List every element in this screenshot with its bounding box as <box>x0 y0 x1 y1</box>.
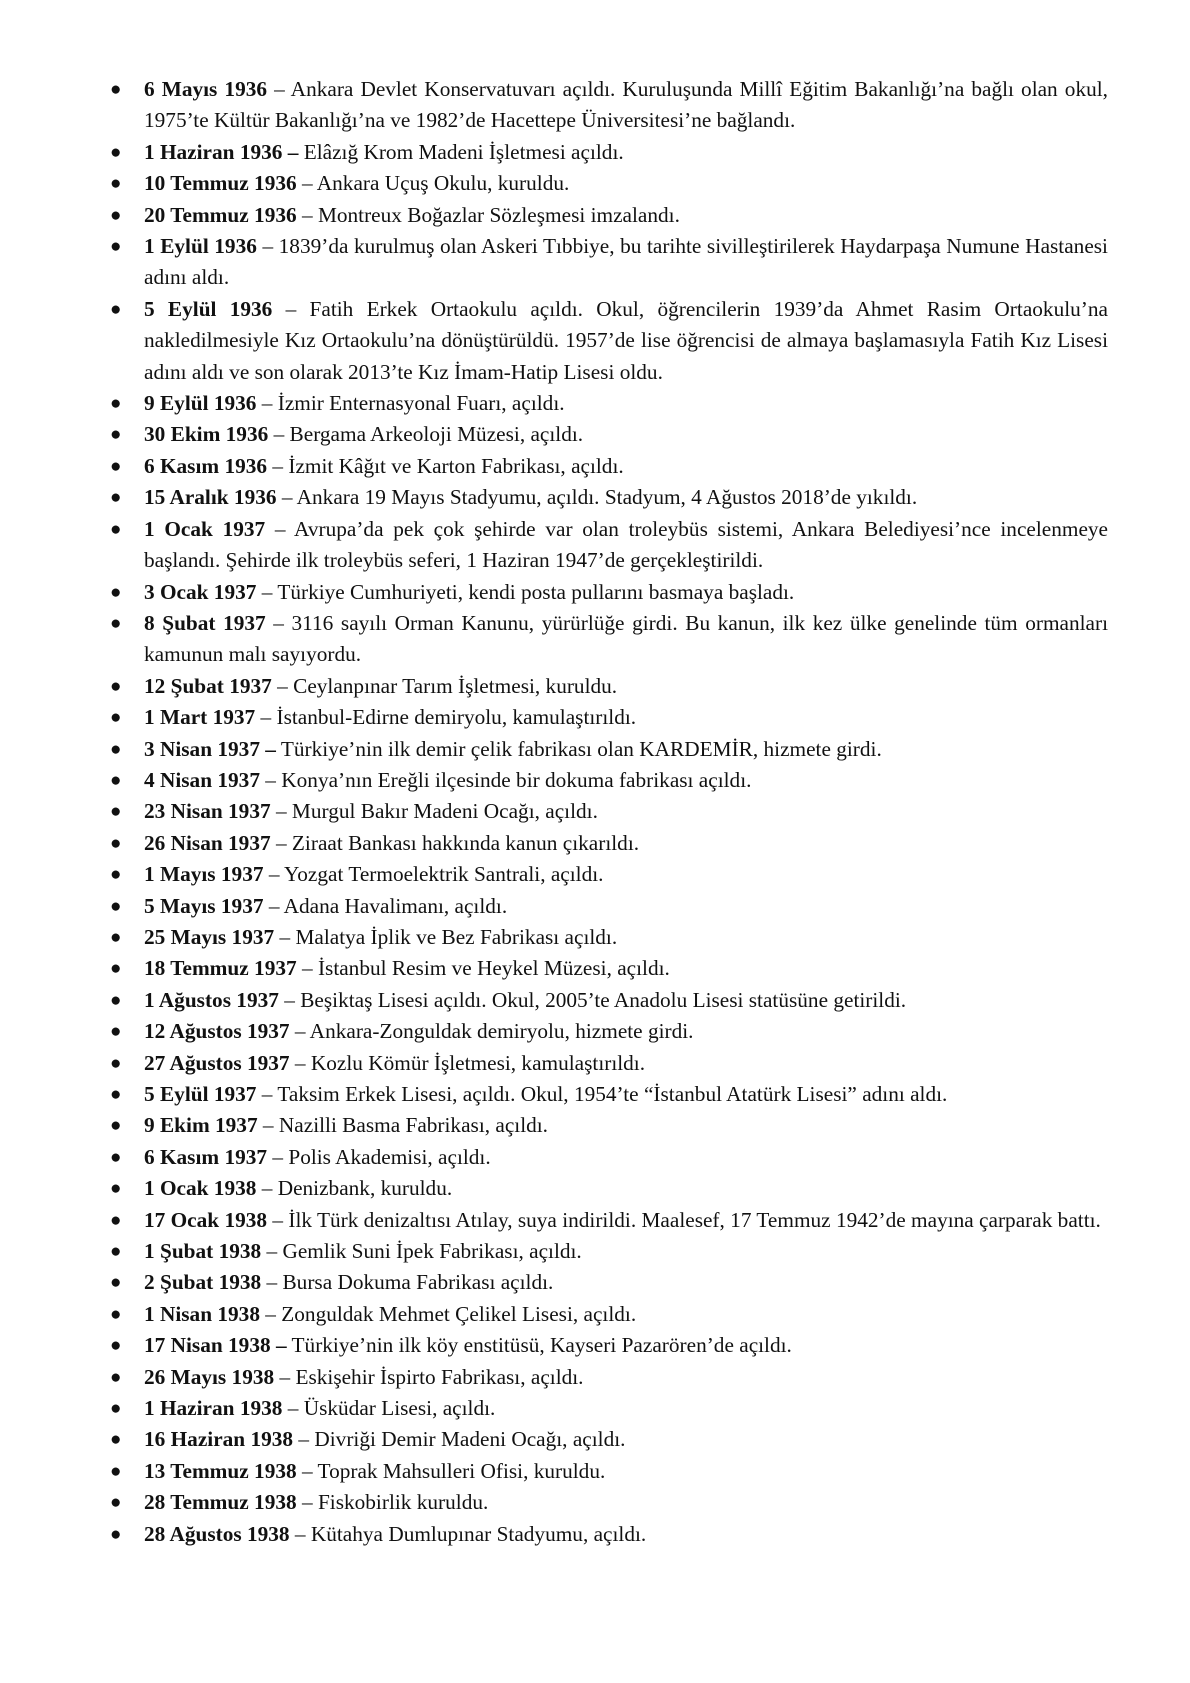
list-item <box>106 1236 1108 1267</box>
entry-text: – Beşiktaş Lisesi açıldı. Okul, 2005’te Anadolu Lisesi statüsüne getirildi. <box>278 987 907 1012</box>
list-item <box>106 294 1108 388</box>
entry-text: – Taksim Erkek Lisesi, açıldı. Okul, 1954’te “İstanbul Atatürk Lisesi” adını aldı. <box>256 1082 948 1106</box>
entry-date: 6 Kasım 1937 <box>144 1144 268 1169</box>
bullet-icon: ● <box>110 1398 122 1420</box>
bullet-icon: ● <box>110 895 122 917</box>
list-item <box>106 74 1108 137</box>
entry-date: 17 Nisan 1938 – <box>144 1333 287 1358</box>
entry-date: 5 Eylül 1936 <box>144 296 273 321</box>
entry-text: – Ankara Devlet Konservatuvarı açıldı. Kuruluşunda Millî Eğitim Bakanlığı’na bağlı olan okul, 1975’te Kültür Bakanlığı’na ve 1982’de Hacettepe Üniversitesi’ne bağlandı. <box>144 77 1108 133</box>
list-item <box>106 859 1108 890</box>
entry-date: 1 Mayıs 1937 <box>144 862 264 887</box>
bullet-icon: ● <box>110 236 122 258</box>
bullet-icon: ● <box>110 738 122 760</box>
entry-date: 4 Nisan 1937 <box>144 767 260 792</box>
list-item <box>106 1424 1108 1455</box>
list-item <box>106 608 1108 671</box>
entry-text: – Gemlik Suni İpek Fabrikası, açıldı. <box>261 1239 582 1264</box>
bullet-icon: ● <box>110 801 122 823</box>
entry-text: – Toprak Mahsulleri Ofisi, kuruldu. <box>296 1458 606 1483</box>
bullet-icon: ● <box>110 298 122 320</box>
entry-date: 2 Şubat 1938 <box>144 1270 262 1295</box>
entry-date: 1 Mart 1937 <box>144 705 256 730</box>
list-item <box>106 1362 1108 1393</box>
entry-date: 1 Ocak 1937 <box>144 516 266 541</box>
list-item <box>106 796 1108 827</box>
entry-date: 1 Eylül 1936 <box>144 234 257 259</box>
entry-text: – Malatya İplik ve Bez Fabrikası açıldı. <box>274 924 618 949</box>
bullet-icon: ● <box>110 1366 122 1388</box>
bullet-icon: ● <box>110 1084 122 1105</box>
entry-text: – Ankara 19 Mayıs Stadyumu, açıldı. Stadyum, 4 Ağustos 2018’de yıkıldı. <box>276 485 918 510</box>
entry-date: 15 Aralık 1936 <box>144 485 277 510</box>
list-item <box>106 1267 1108 1298</box>
entry-date: 12 Şubat 1937 <box>144 673 272 698</box>
entry-text: – Kozlu Kömür İşletmesi, kamulaştırıldı. <box>289 1050 646 1075</box>
list-item <box>106 137 1108 168</box>
list-item <box>106 1142 1108 1173</box>
list-item <box>106 1393 1108 1424</box>
bullet-icon: ● <box>110 926 122 948</box>
entry-date: 26 Mayıs 1938 <box>144 1364 275 1389</box>
entry-text: – Ankara Uçuş Okulu, kuruldu. <box>296 171 570 196</box>
entry-text: – İstanbul Resim ve Heykel Müzesi, açıldı. <box>296 956 670 981</box>
bullet-icon: ● <box>110 1178 122 1200</box>
entry-date: 1 Haziran 1936 – <box>144 139 299 164</box>
entry-text: – Konya’nın Ereğli ilçesinde bir dokuma fabrikası açıldı. <box>259 767 752 792</box>
entry-text: – Murgul Bakır Madeni Ocağı, açıldı. <box>270 799 598 824</box>
entry-date: 16 Haziran 1938 <box>144 1427 294 1452</box>
entry-date: 1 Ağustos 1937 <box>144 987 279 1012</box>
list-item <box>106 451 1108 482</box>
list-item <box>106 671 1108 702</box>
entry-text: – Eskişehir İspirto Fabrikası, açıldı. <box>274 1364 584 1389</box>
entry-date: 28 Ağustos 1938 <box>144 1521 290 1546</box>
list-item <box>106 1205 1108 1236</box>
entry-text: – Montreux Boğazlar Sözleşmesi imzalandı. <box>296 202 680 227</box>
entry-text: – Nazilli Basma Fabrikası, açıldı. <box>257 1113 549 1138</box>
list-item <box>106 1456 1108 1487</box>
entry-date: 1 Ocak 1938 <box>144 1176 257 1201</box>
bullet-icon: ● <box>110 958 122 980</box>
entry-text: – Ziraat Bankası hakkında kanun çıkarıldı. <box>270 830 640 855</box>
entry-text: – İlk Türk denizaltısı Atılay, suya indirildi. Maalesef, 17 Temmuz 1942’de mayına çarparak battı. <box>267 1207 1101 1232</box>
bullet-icon: ● <box>110 675 122 697</box>
entry-date: 30 Ekim 1936 <box>144 422 269 447</box>
entry-text: – Fatih Erkek Ortaokulu açıldı. Okul, öğrencilerin 1939’da Ahmet Rasim Ortaokulu’na nakledilmesiyle Kız Ortaokulu’na dönüştürüldü. 1957’de lise öğrencisi de almaya başlamasıyla Fatih Kız Lisesi adını aldı ve son olarak 2013’te Kız İmam-Hatip Lisesi oldu. <box>144 296 1108 384</box>
entry-date: 17 Ocak 1938 <box>144 1207 268 1232</box>
entry-text: – Bursa Dokuma Fabrikası açıldı. <box>261 1270 554 1295</box>
bullet-icon: ● <box>110 518 122 540</box>
timeline-list <box>106 74 1108 1550</box>
bullet-icon: ● <box>110 487 122 509</box>
entry-date: 1 Haziran 1938 <box>144 1396 283 1421</box>
list-item <box>106 1330 1108 1361</box>
entry-text: – Yozgat Termoelektrik Santrali, açıldı. <box>263 862 604 887</box>
bullet-icon: ● <box>110 1303 122 1325</box>
bullet-icon: ● <box>110 707 122 729</box>
entry-text: – Adana Havalimanı, açıldı. <box>263 893 508 918</box>
entry-text: Elâzığ Krom Madeni İşletmesi açıldı. <box>298 139 624 164</box>
entry-text: – Ceylanpınar Tarım İşletmesi, kuruldu. <box>271 673 618 698</box>
list-item <box>106 891 1108 922</box>
entry-text: – 1839’da kurulmuş olan Askeri Tıbbiye, bu tarihte sivilleştirilerek Haydarpaşa Numune Hastanesi adını aldı. <box>144 234 1108 290</box>
bullet-icon: ● <box>110 612 122 634</box>
bullet-icon: ● <box>110 1429 122 1451</box>
bullet-icon: ● <box>110 1272 122 1294</box>
entry-text: – İzmir Enternasyonal Fuarı, açıldı. <box>256 391 565 416</box>
entry-date: 9 Ekim 1937 <box>144 1113 258 1138</box>
entry-text: Türkiye’nin ilk köy enstitüsü, Kayseri Pazarören’de açıldı. <box>286 1333 792 1358</box>
entry-date: 25 Mayıs 1937 <box>144 924 275 949</box>
bullet-icon: ● <box>110 1021 122 1043</box>
list-item <box>106 828 1108 859</box>
bullet-icon: ● <box>110 1460 122 1482</box>
entry-date: 6 Mayıs 1936 <box>144 77 268 101</box>
entry-date: 1 Nisan 1938 <box>144 1301 260 1326</box>
entry-date: 27 Ağustos 1937 <box>144 1050 290 1075</box>
bullet-icon: ● <box>110 1523 122 1545</box>
entry-date: 26 Nisan 1937 <box>144 830 271 855</box>
entry-text: – Divriği Demir Madeni Ocağı, açıldı. <box>293 1427 626 1452</box>
entry-text: – Fiskobirlik kuruldu. <box>296 1490 489 1515</box>
list-item <box>106 1299 1108 1330</box>
list-item <box>106 1519 1108 1550</box>
list-item <box>106 482 1108 513</box>
bullet-icon: ● <box>110 1052 122 1074</box>
list-item <box>106 168 1108 199</box>
list-item <box>106 231 1108 294</box>
entry-date: 5 Mayıs 1937 <box>144 893 264 918</box>
entry-date: 9 Eylül 1936 <box>144 391 257 416</box>
entry-text: – Kütahya Dumlupınar Stadyumu, açıldı. <box>289 1521 647 1546</box>
list-item <box>106 1016 1108 1047</box>
bullet-icon: ● <box>110 581 122 603</box>
bullet-icon: ● <box>110 1241 122 1263</box>
entry-date: 8 Şubat 1937 <box>144 610 266 635</box>
entry-text: – Zonguldak Mehmet Çelikel Lisesi, açıldı. <box>259 1301 637 1326</box>
entry-date: 12 Ağustos 1937 <box>144 1019 290 1044</box>
bullet-icon: ● <box>110 1209 122 1231</box>
entry-date: 1 Şubat 1938 <box>144 1239 262 1264</box>
list-item <box>106 200 1108 231</box>
entry-text: – İstanbul-Edirne demiryolu, kamulaştırıldı. <box>255 705 637 730</box>
bullet-icon: ● <box>110 1492 122 1514</box>
entry-text: – İzmit Kâğıt ve Karton Fabrikası, açıldı. <box>267 453 624 478</box>
entry-text: – 3116 sayılı Orman Kanunu, yürürlüğe girdi. Bu kanun, ilk kez ülke genelinde tüm ormanları kamunun malı sayıyordu. <box>144 610 1108 667</box>
bullet-icon: ● <box>110 393 122 415</box>
list-item <box>106 1079 1108 1110</box>
bullet-icon: ● <box>110 864 122 886</box>
bullet-icon: ● <box>110 989 122 1011</box>
entry-date: 10 Temmuz 1936 <box>144 171 297 196</box>
bullet-icon: ● <box>110 1335 122 1357</box>
entry-text: Türkiye’nin ilk demir çelik fabrikası olan KARDEMİR, hizmete girdi. <box>275 736 882 761</box>
bullet-icon: ● <box>110 832 122 854</box>
list-item <box>106 734 1108 765</box>
list-item <box>106 1048 1108 1079</box>
bullet-icon: ● <box>110 79 122 100</box>
list-item <box>106 985 1108 1016</box>
entry-date: 5 Eylül 1937 <box>144 1082 257 1106</box>
entry-text: – Denizbank, kuruldu. <box>256 1176 453 1201</box>
list-item <box>106 1487 1108 1518</box>
bullet-icon: ● <box>110 204 122 226</box>
entry-text: – Üsküdar Lisesi, açıldı. <box>282 1396 496 1421</box>
entry-text: – Polis Akademisi, açıldı. <box>267 1144 491 1169</box>
list-item <box>106 388 1108 419</box>
bullet-icon: ● <box>110 769 122 791</box>
bullet-icon: ● <box>110 1115 122 1137</box>
list-item <box>106 577 1108 608</box>
bullet-icon: ● <box>110 173 122 195</box>
list-item <box>106 702 1108 733</box>
entry-date: 28 Temmuz 1938 <box>144 1490 297 1515</box>
list-item <box>106 514 1108 577</box>
entry-text: – Bergama Arkeoloji Müzesi, açıldı. <box>268 422 584 447</box>
list-item <box>106 1110 1108 1141</box>
list-item <box>106 922 1108 953</box>
entry-date: 3 Ocak 1937 <box>144 579 257 604</box>
list-item <box>106 419 1108 450</box>
entry-text: – Avrupa’da pek çok şehirde var olan troleybüs sistemi, Ankara Belediyesi’nce incelenmeye başlandı. Şehirde ilk troleybüs seferi, 1 Haziran 1947’de gerçekleştirildi. <box>144 516 1108 573</box>
list-item <box>106 765 1108 796</box>
bullet-icon: ● <box>110 424 122 446</box>
list-item <box>106 1173 1108 1204</box>
entry-date: 23 Nisan 1937 <box>144 799 271 824</box>
entry-date: 20 Temmuz 1936 <box>144 202 297 227</box>
list-item <box>106 953 1108 984</box>
entry-date: 13 Temmuz 1938 <box>144 1458 297 1483</box>
bullet-icon: ● <box>110 1146 122 1168</box>
bullet-icon: ● <box>110 455 122 477</box>
entry-date: 18 Temmuz 1937 <box>144 956 297 981</box>
entry-date: 3 Nisan 1937 – <box>144 736 276 761</box>
bullet-icon: ● <box>110 141 122 163</box>
entry-text: – Türkiye Cumhuriyeti, kendi posta pullarını basmaya başladı. <box>256 579 795 604</box>
entry-date: 6 Kasım 1936 <box>144 453 268 478</box>
entry-text: – Ankara-Zonguldak demiryolu, hizmete girdi. <box>289 1019 694 1044</box>
